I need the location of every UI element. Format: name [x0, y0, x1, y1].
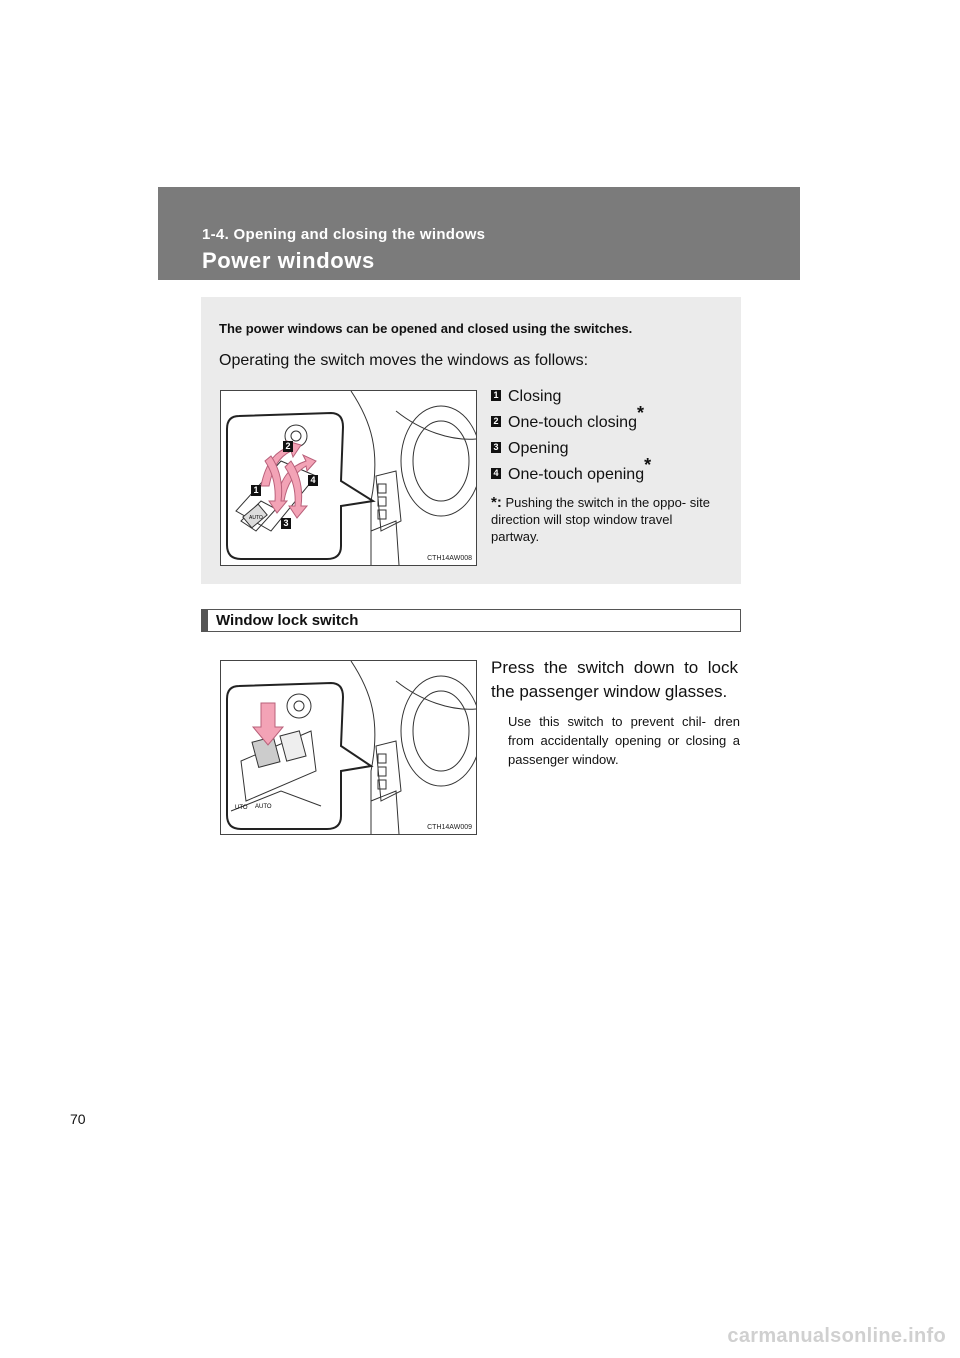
callout-4: 4	[308, 475, 318, 486]
footnote-text: Pushing the switch in the oppo- site direction will stop window travel partway.	[491, 495, 710, 544]
step-item	[491, 438, 731, 464]
window-switch-drawing-1	[221, 391, 476, 565]
window-lock-heading-text: Window lock switch	[216, 612, 359, 629]
step-number: 1	[491, 390, 501, 401]
window-lock-note: Use this switch to prevent chil- dren from accidentally opening or closing a passenger window.	[508, 714, 740, 767]
step-label: One-touch closing	[508, 414, 637, 431]
footnote	[491, 494, 719, 545]
auto-label-2: AUTO	[255, 804, 272, 810]
window-lock-drawing	[221, 661, 476, 834]
steps-list	[491, 386, 731, 490]
switch-illustration-1	[220, 390, 477, 566]
footer-watermark: carmanualsonline.info	[727, 1325, 946, 1347]
window-lock-heading	[201, 609, 741, 632]
switch-illustration-2	[220, 660, 477, 835]
step-label: Closing	[508, 388, 562, 405]
step-item	[491, 386, 731, 412]
step-item	[491, 402, 731, 438]
asterisk: *	[644, 454, 652, 475]
step-number: 4	[491, 468, 501, 479]
section-title: 1-4. Opening and closing the windows	[202, 226, 486, 243]
asterisk: *	[636, 402, 644, 423]
intro-line: Operating the switch moves the windows as follows:	[219, 352, 589, 369]
window-lock-instruction: Press the switch down to lock the passenger window glasses.	[491, 658, 738, 701]
step-label: Opening	[508, 440, 569, 457]
illustration-caption-1: CTH14AW008	[427, 555, 472, 562]
step-number: 2	[491, 416, 501, 427]
callout-1: 1	[251, 485, 261, 496]
intro-bold-line: The power windows can be opened and closed using the switches.	[219, 321, 633, 336]
chapter-header	[158, 187, 800, 280]
page-number: 70	[70, 1111, 86, 1127]
footnote-mark: *:	[491, 494, 502, 511]
callout-2: 2	[283, 441, 293, 452]
illustration-caption-2: CTH14AW009	[427, 824, 472, 831]
page-title: Power windows	[202, 248, 375, 273]
callout-3: 3	[281, 518, 291, 529]
step-number: 3	[491, 442, 501, 453]
auto-label-partial: UTO	[235, 805, 248, 811]
step-label: One-touch opening	[508, 466, 645, 483]
heading-bar	[202, 610, 208, 631]
step-item	[491, 454, 731, 490]
auto-label-1: AUTO	[249, 515, 263, 521]
